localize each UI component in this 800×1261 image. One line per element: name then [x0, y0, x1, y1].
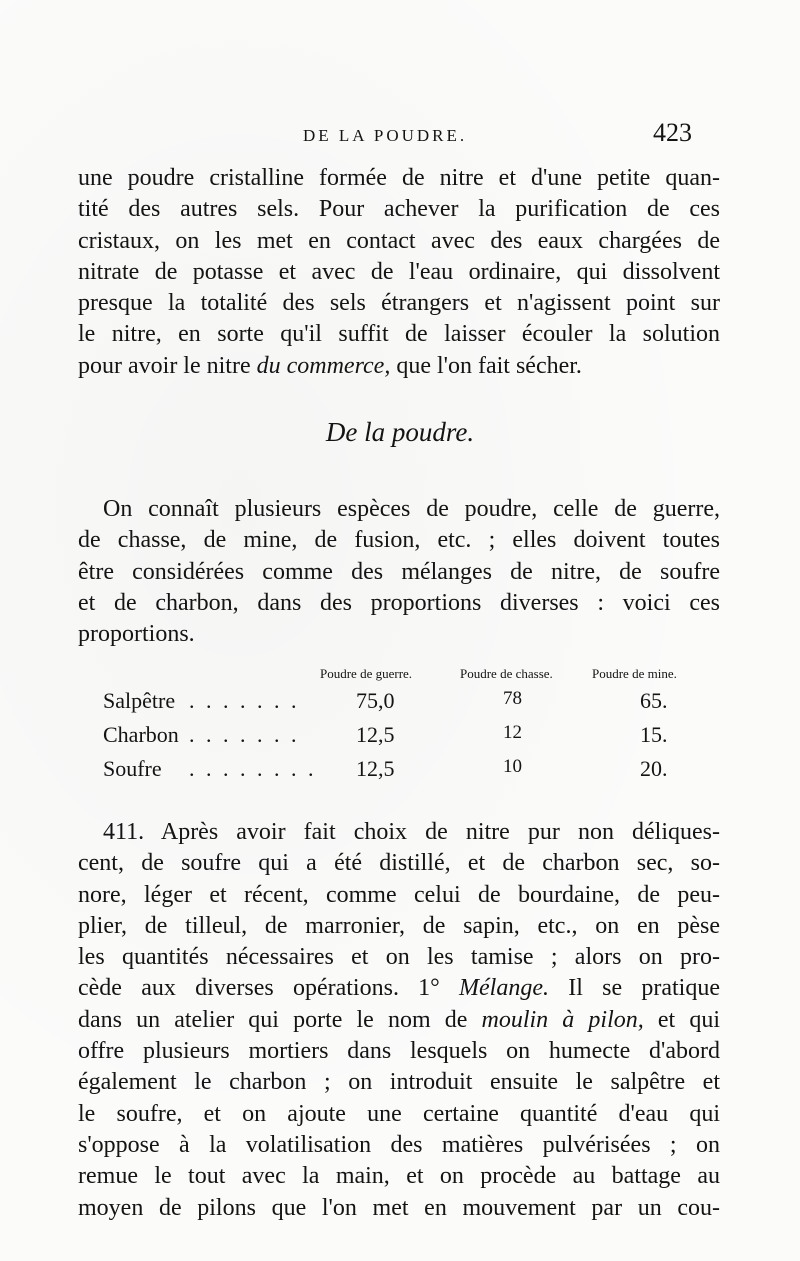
- column-header: Poudre de chasse.: [460, 666, 553, 681]
- running-head: [0, 118, 800, 158]
- column-header: Poudre de guerre.: [320, 666, 413, 681]
- text-line: On connaît plusieurs espèces de poudre, celle de guerre,: [103, 496, 720, 522]
- table-cell: 12,5: [356, 756, 395, 781]
- table-cell: 12: [503, 722, 522, 743]
- text-line: plier, de tilleul, de marronier, de sapin, etc., on en pèse: [78, 912, 720, 939]
- text-line: s'oppose à la volatilisation des matières pulvérisées ; on: [78, 1131, 720, 1158]
- table-cell: 20.: [640, 756, 668, 781]
- table-cell: 10: [503, 756, 522, 777]
- text-line: les quantités nécessaires et on les tamise ; alors on pro-: [78, 944, 720, 971]
- text-line: le soufre, et on ajoute une certaine quantité d'eau qui: [78, 1100, 720, 1127]
- italic-term: du commerce,: [256, 352, 391, 379]
- column-header: Poudre de mine.: [592, 666, 677, 681]
- text-line: également le charbon ; on introduit ensuite le salpêtre et: [78, 1069, 720, 1096]
- text-line: pour avoir le nitre du commerce, que l'on fait sécher.: [78, 352, 582, 379]
- text-line: nitrate de potasse et avec de l'eau ordinaire, qui dissolvent: [78, 258, 720, 285]
- text-line: moyen de pilons que l'on met en mouvement par un cou-: [78, 1194, 720, 1221]
- text-line: 411. Après avoir fait choix de nitre pur non déliques-: [103, 819, 720, 845]
- paragraph-powder-types: [78, 494, 720, 650]
- table-cell: 12,5: [356, 722, 395, 747]
- proportions-table: [103, 662, 723, 786]
- row-label: Salpêtre: [103, 688, 176, 713]
- running-title: DE LA POUDRE.: [303, 126, 468, 145]
- text-line: cède aux diverses opérations. 1° Mélange. Il se pratique: [78, 975, 720, 1002]
- table-row: [103, 718, 723, 752]
- text-line: nore, léger et récent, comme celui de bourdaine, de peu-: [78, 881, 720, 908]
- paragraph-manufacture: [78, 817, 720, 1224]
- text-line: de chasse, de mine, de fusion, etc. ; elles doivent toutes: [78, 527, 720, 554]
- text-line: être considérées comme des mélanges de nitre, de soufre: [78, 558, 720, 585]
- table-cell: 78: [503, 688, 522, 709]
- table-cell: 65.: [640, 688, 668, 713]
- row-label: Soufre: [103, 756, 162, 781]
- text-line: le nitre, en sorte qu'il suffit de laisser écouler la solution: [78, 321, 720, 348]
- text-line: remue le tout avec la main, et on procède au battage au: [78, 1163, 720, 1190]
- leader-dots: . . . . . . .: [189, 722, 300, 747]
- text-line: tité des autres sels. Pour achever la purification de ces: [78, 196, 720, 223]
- text-line: dans un atelier qui porte le nom de moulin à pilon, et qui: [78, 1006, 720, 1033]
- text-line: proportions.: [78, 621, 195, 648]
- italic-term: Mélange.: [459, 975, 549, 1002]
- text-line: presque la totalité des sels étrangers et n'agissent point sur: [78, 290, 720, 317]
- table-cell: 75,0: [356, 688, 395, 713]
- text-line: une poudre cristalline formée de nitre et d'une petite quan-: [78, 165, 720, 191]
- paragraph-purification: [78, 163, 720, 382]
- table-row: [103, 684, 723, 718]
- section-heading: De la poudre.: [325, 417, 475, 447]
- table-column-headers: [103, 662, 723, 684]
- italic-term: moulin à pilon,: [481, 1006, 644, 1033]
- text-line: cristaux, on les met en contact avec des eaux chargées de: [78, 227, 720, 254]
- table-cell: 15.: [640, 722, 668, 747]
- leader-dots: . . . . . . .: [189, 688, 300, 713]
- row-label: Charbon: [103, 722, 179, 747]
- text-line: offre plusieurs mortiers dans lesquels on humecte d'abord: [78, 1038, 720, 1065]
- text-line: cent, de soufre qui a été distillé, et de charbon sec, so-: [78, 850, 720, 877]
- leader-dots: . . . . . . . .: [189, 756, 317, 781]
- page-number: 423: [653, 118, 692, 147]
- table-row: [103, 752, 723, 786]
- text-line: et de charbon, dans des proportions diverses : voici ces: [78, 589, 720, 616]
